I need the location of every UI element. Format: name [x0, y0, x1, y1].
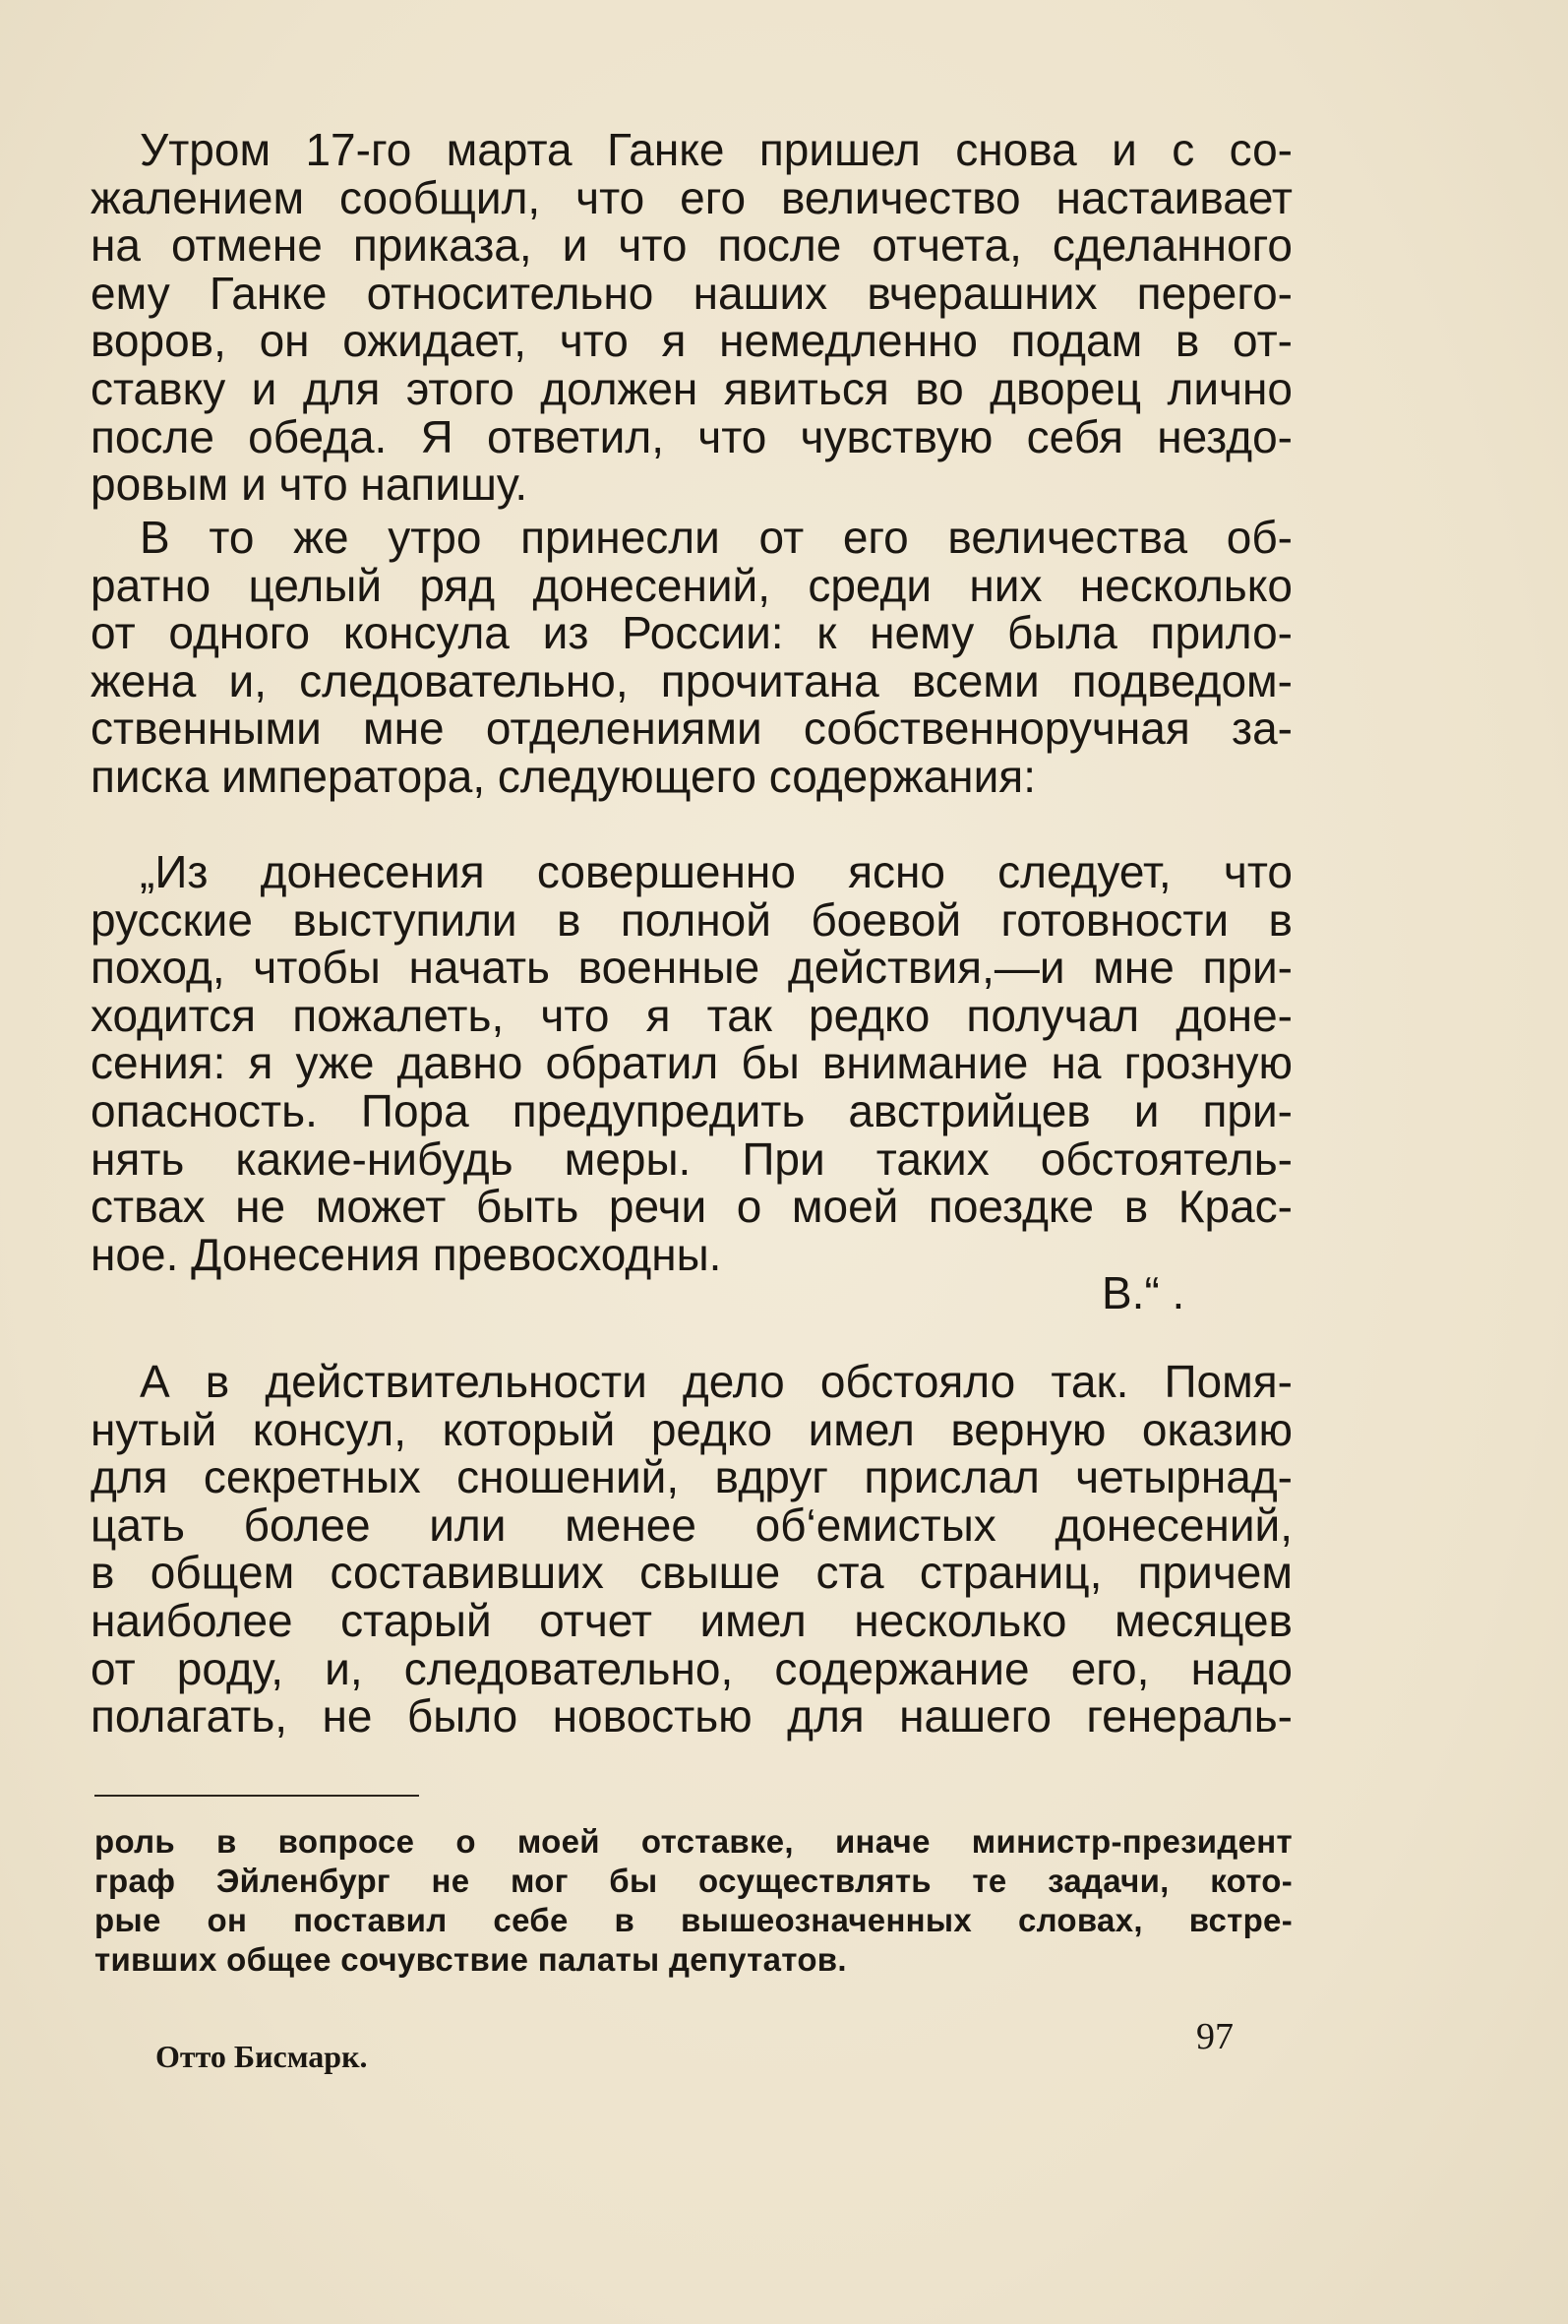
footnote-divider: [94, 1795, 419, 1797]
text-line: от одного консула из России: к нему была прило-: [90, 607, 1293, 659]
text-line: ствах не может быть речи о моей поездке в Крас-: [90, 1181, 1293, 1233]
paragraph-1: [90, 126, 1293, 509]
text-line: Утром 17-го марта Ганке пришел снова и с со-: [140, 124, 1293, 175]
text-line: сения: я уже давно обратил бы внимание на грозную: [90, 1037, 1293, 1089]
text-line: В то же утро принесли от его величества об-: [140, 512, 1293, 563]
text-line: в общем составивших свыше ста страниц, причем: [90, 1547, 1293, 1599]
quoted-note: [90, 848, 1293, 1278]
text-line: полагать, не было новостью для нашего генераль-: [90, 1690, 1293, 1743]
text-line: русские выступили в полной боевой готовности в: [90, 893, 1293, 946]
text-line: нять какие-нибудь меры. При таких обстоятель-: [90, 1132, 1293, 1185]
text-line: жена и, следовательно, прочитана всеми подведом-: [90, 654, 1293, 706]
text-line: ходится пожалеть, что я так редко получал доне-: [90, 989, 1293, 1041]
text-line: поход, чтобы начать военные действия,—и мне при-: [90, 942, 1293, 994]
text-line: опасность. Пора предупредить австрийцев и при-: [90, 1084, 1293, 1136]
text-line: от роду, и, следовательно, содержание его, надо: [90, 1642, 1293, 1694]
text-line: ставку и для этого должен явиться во дворец лично: [90, 362, 1293, 414]
text-line: нутый консул, который редко имел верную оказию: [90, 1403, 1293, 1455]
text-line: воров, он ожидает, что я немедленно подам в от-: [90, 315, 1293, 367]
text-line: цать более или менее об‘емистых донесений,: [90, 1498, 1293, 1551]
text-line: ственными мне отделениями собственноручная за-: [90, 703, 1293, 755]
quote-signature: В.“ .: [1102, 1267, 1185, 1318]
text-line: после обеда. Я ответил, что чувствую себя нездо-: [90, 410, 1293, 462]
text-line: „Из донесения совершенно ясно следует, что: [140, 846, 1293, 897]
text-line: на отмене приказа, и что после отчета, сделанного: [90, 219, 1293, 272]
paragraph-3: [90, 1358, 1293, 1741]
footnote-line: рые он поставил себе в вышеозначенных словах, встре-: [94, 1902, 1293, 1938]
footnote: [94, 1822, 1293, 1980]
text-line: ему Ганке относительно наших вчерашних перего-: [90, 267, 1293, 319]
page-number: 97: [1196, 2016, 1234, 2057]
text-line: А в действительности дело обстояло так. Помя-: [140, 1356, 1293, 1407]
text-line: жалением сообщил, что его величество настаивает: [90, 171, 1293, 223]
paragraph-2: [90, 514, 1293, 801]
text-line: ратно целый ряд донесений, среди них несколько: [90, 559, 1293, 611]
text-line: для секретных сношений, вдруг прислал четырнад-: [90, 1451, 1293, 1503]
footnote-line: роль в вопросе о моей отставке, иначе министр-президент: [94, 1823, 1293, 1860]
footnote-line: граф Эйленбург не мог бы осуществлять те задачи, кото-: [94, 1863, 1293, 1899]
running-footer-author: Отто Бисмарк.: [155, 2039, 368, 2074]
text-line: наиболее старый отчет имел несколько месяцев: [90, 1594, 1293, 1646]
footnote-line: тивших общее сочувствие палаты депутатов.: [94, 1941, 847, 1978]
text-line: писка императора, следующего содержания:: [90, 750, 1036, 802]
text-line: ровым и что напишу.: [90, 459, 528, 511]
text-line: ное. Донесения превосходны.: [90, 1228, 722, 1280]
